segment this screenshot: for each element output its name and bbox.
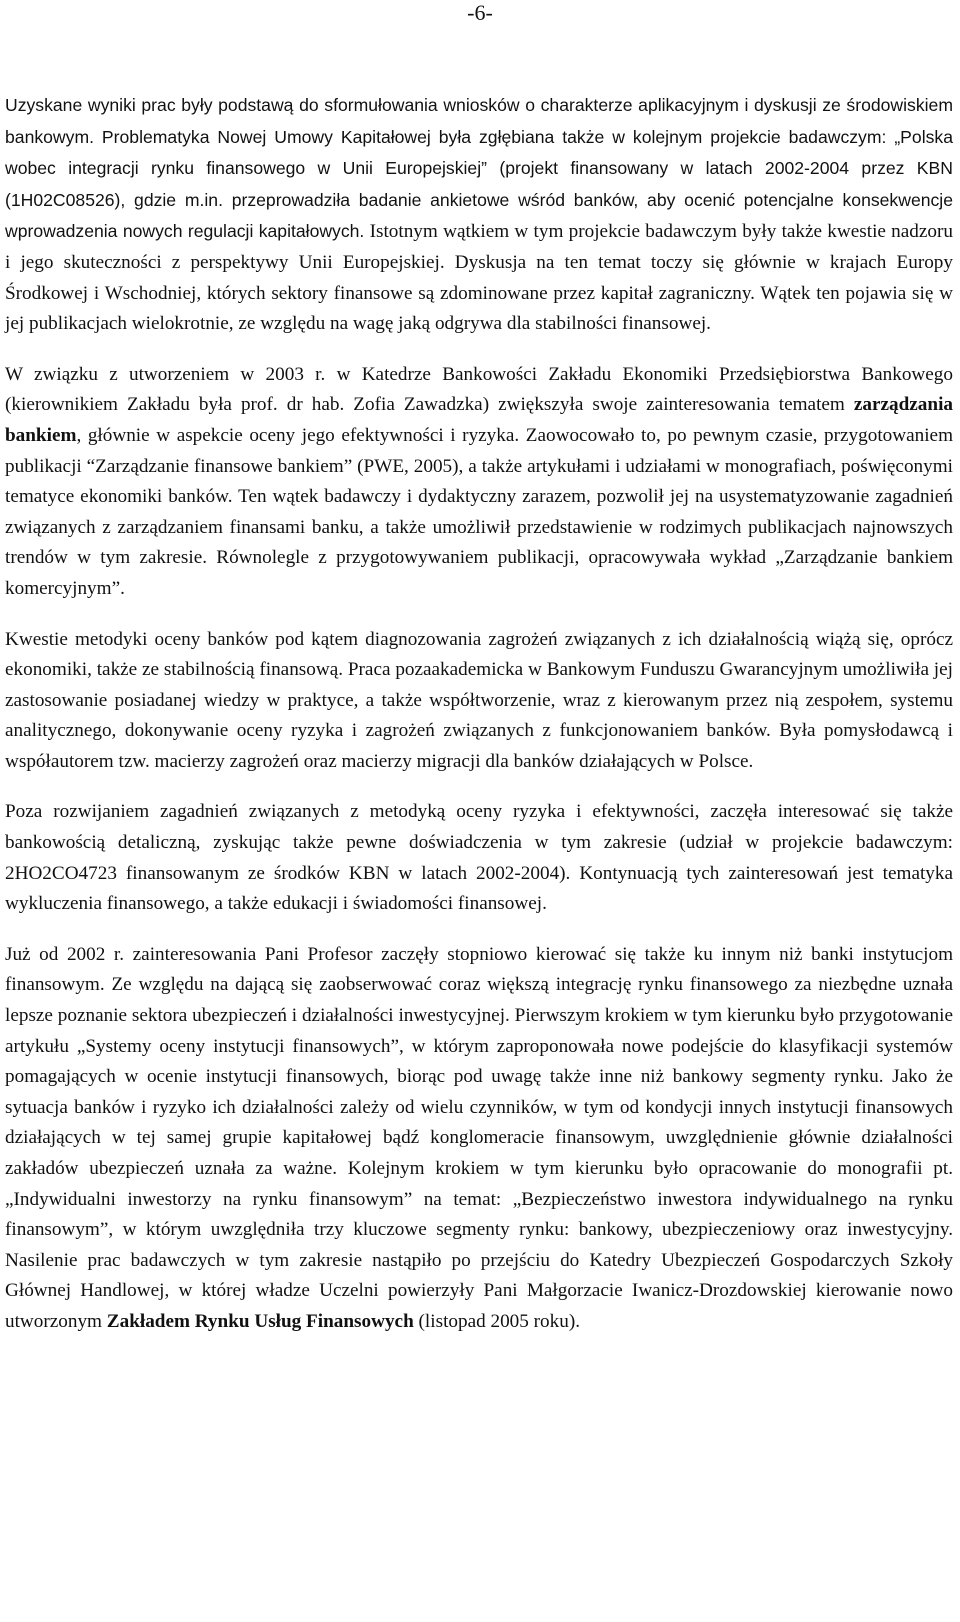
paragraph-5-text-a: Już od 2002 r. zainteresowania Pani Profesor zaczęły stopniowo kierować się także ku innym niż banki instytucjom finansowym. Ze względu na dającą się zaobserwować coraz większą integrację rynku finansowego za niezbędne uznała lepsze poznanie sektora ubezpieczeń i działalności inwestycyjnej. Pierwszym krokiem w tym kierunku było przygotowanie artykułu „Systemy oceny instytucji finansowych”, w którym zaproponowała nowe podejście do klasyfikacji systemów pomagających w ocenie instytucji finansowych, biorąc pod uwagę także inne niż bankowy segmenty rynku. Jako że sytuacja banków i ryzyko ich działalności zależy od wielu czynników, w tym od kondycji innych instytucji finansowych działających w tej samej grupie kapitałowej bądź konglomeracie finansowym, uwzględnienie głównie działalności zakładów ubezpieczeń uznała za ważne. Kolejnym krokiem w tym kierunku było opracowanie do monografii pt. „Indywidualni inwestorzy na rynku finansowym” na temat: „Bezpieczeństwo inwestora indywidualnego na rynku finansowym”, w którym uwzględniła trzy kluczowe segmenty rynku: bankowy, ubezpieczeniowy oraz inwestycyjny. Nasilenie prac badawczych w tym zakresie nastąpiło po przejściu do Katedry Ubezpieczeń Gospodarczych Szkoły Głównej Handlowej, w której władze Uczelni powierzyły Pani Małgorzacie Iwanicz-Drozdowskiej kierowanie nowo utworzonym <box>5 943 953 1332</box>
document-body <box>5 90 953 1358</box>
paragraph-2-bold-term: zarządzania bankiem <box>5 394 953 446</box>
paragraph-2-text-b: , głównie w aspekcie oceny jego efektywności i ryzyka. Zaowocowało to, po pewnym czasie, przygotowaniem publikacji “Zarządzanie finansowe bankiem” (PWE, 2005), a także artykułami i udziałami w monografiach, poświęconymi tematyce ekonomiki banków. Ten wątek badawczy i dydaktyczny zarazem, pozwolił jej na usystematyzowanie zagadnień związanych z zarządzaniem finansami banku, a także umożliwił przedstawienie w rodzimych publikacjach najnowszych trendów w tym zakresie. Równolegle z przygotowywaniem publikacji, opracowywała wykład „Zarządzanie bankiem komercyjnym”. <box>5 424 953 599</box>
paragraph-2-text-a: W związku z utworzeniem w 2003 r. w Katedrze Bankowości Zakładu Ekonomiki Przedsiębiorstwa Bankowego (kierownikiem Zakładu była prof. dr hab. Zofia Zawadzka) zwiększyła swoje zainteresowania tematem <box>5 363 953 416</box>
page-number: -6- <box>467 0 493 25</box>
paragraph-2 <box>5 360 953 605</box>
paragraph-1 <box>5 90 953 340</box>
paragraph-5-bold-term: Zakładem Rynku Usług Finansowych <box>106 1310 414 1332</box>
paragraph-1-text: Istotnym wątkiem w tym projekcie badawczym były także kwestie nadzoru i jego skuteczności z perspektywy Unii Europejskiej. Dyskusja na ten temat toczy się głównie w krajach Europy Środkowej i Wschodniej, których sektory finansowe są zdominowane przez kapitał zagraniczny. Wątek ten pojawia się w jej publikacjach wielokrotnie, ze względu na wagę jaką odgrywa dla stabilności finansowej. <box>5 221 953 335</box>
paragraph-4: Poza rozwijaniem zagadnień związanych z metodyką oceny ryzyka i efektywności, zaczęła interesować się także bankowością detaliczną, zyskując także pewne doświadczenia w tym zakresie (udział w projekcie badawczym: 2HO2CO4723 finansowanym ze środków KBN w latach 2002-2004). Kontynuacją tych zainteresowań jest tematyka wykluczenia finansowego, a także edukacji i świadomości finansowej. <box>5 801 953 915</box>
paragraph-5 <box>5 940 953 1338</box>
paragraph-5-text-b: (listopad 2005 roku). <box>413 1310 581 1332</box>
paragraph-1-sans-text: Uzyskane wyniki prac były podstawą do sformułowania wniosków o charakterze aplikacyjnym i dyskusji ze środowiskiem bankowym. Problematyka Nowej Umowy Kapitałowej była zgłębiana także w kolejnym projekcie badawczym: „Polska wobec integracji rynku finansowego w Unii Europejskiej” (projekt finansowany w latach 2002-2004 przez KBN (1H02C08526), gdzie m.in. przeprowadziła badanie ankietowe wśród banków, aby ocenić potencjalne konsekwencje wprowadzenia nowych regulacji kapitałowych. <box>5 95 953 242</box>
paragraph-3: Kwestie metodyki oceny banków pod kątem diagnozowania zagrożeń związanych z ich działalnością wiążą się, oprócz ekonomiki, także ze stabilnością finansową. Praca pozaakademicka w Bankowym Funduszu Gwarancyjnym umożliwiła jej zastosowanie posiadanej wiedzy w praktyce, a także współtworzenie, wraz z kierowanym przez nią zespołem, systemu analitycznego, dokonywanie oceny ryzyka i zagrożeń związanych z funkcjonowaniem banków. Była pomysłodawcą i współautorem tzw. macierzy zagrożeń oraz macierzy migracji dla banków działających w Polsce. <box>5 628 953 772</box>
